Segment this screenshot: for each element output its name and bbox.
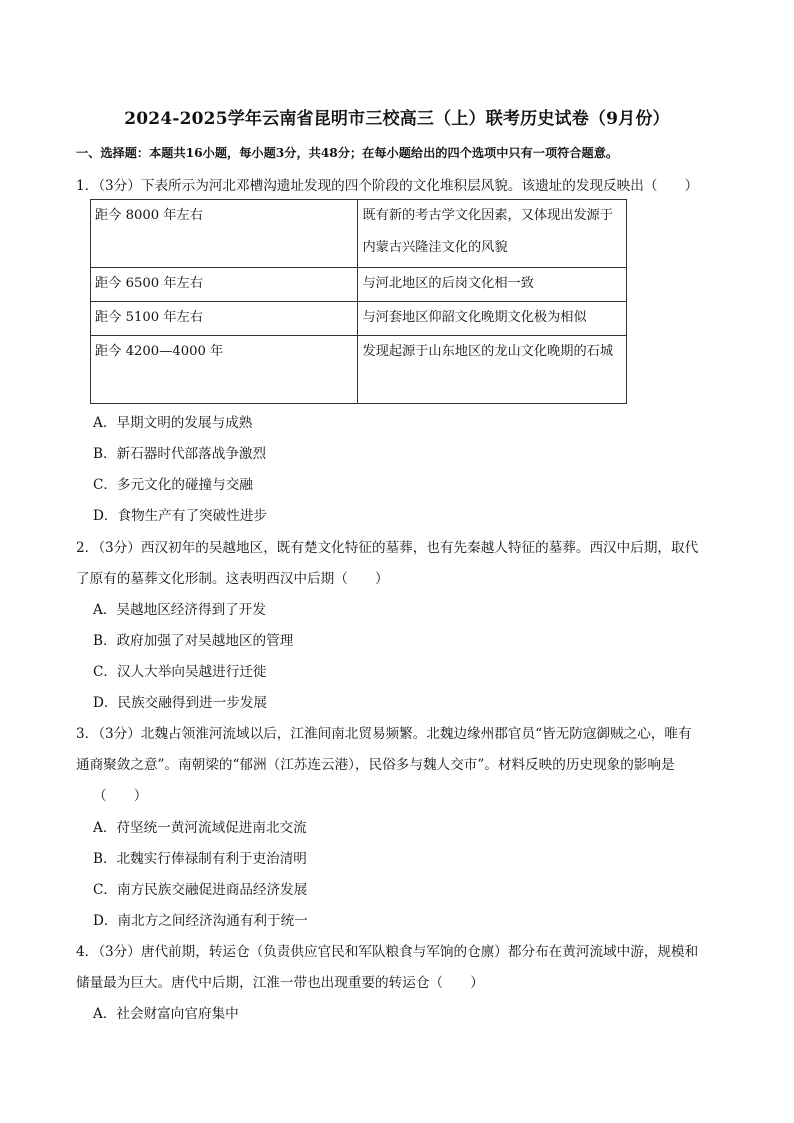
era-cell: 距今 4200—4000 年	[91, 336, 358, 404]
question-3-option-d: D．南北方之间经济沟通有利于统一	[93, 913, 308, 929]
question-2-option-d: D．民族交融得到进一步发展	[93, 695, 268, 711]
section-heading: 一、选择题：本题共16小题，每小题3分，共48分；在每小题给出的四个选项中只有一项符合题意。	[76, 146, 619, 160]
era-cell: 距今 8000 年左右	[91, 200, 358, 268]
feature-cell: 发现起源于山东地区的龙山文化晚期的石城	[358, 336, 627, 404]
question-2-option-b: B．政府加强了对吴越地区的管理	[93, 633, 294, 649]
question-3-option-b: B．北魏实行俸禄制有利于吏治清明	[93, 851, 307, 867]
question-4-stem-line-2: 储量最为巨大。唐代中后期，江淮一带也出现重要的转运仓（ ）	[76, 975, 484, 991]
era-cell: 距今 5100 年左右	[91, 302, 358, 336]
question-2-stem-line-1: 2．（3分）西汉初年的吴越地区，既有楚文化特征的墓葬，也有先秦越人特征的墓葬。西汉中后期，取代	[76, 540, 699, 556]
question-3-stem-line-2: 通商聚敛之意”。南朝梁的“郁洲（江苏连云港），民俗多与魏人交市”。材料反映的历史现象的影响是	[76, 757, 675, 773]
question-1-option-d: D．食物生产有了突破性进步	[93, 508, 268, 524]
feature-cell: 与河套地区仰韶文化晚期文化极为相似	[358, 302, 627, 336]
question-3-stem-line-1: 3．（3分）北魏占领淮河流域以后，江淮间南北贸易频繁。北魏边缘州郡官员“皆无防寇御贼之心，唯有	[76, 726, 692, 742]
question-4-option-a: A．社会财富向官府集中	[93, 1006, 239, 1022]
question-2-stem-line-2: 了原有的墓葬文化形制。这表明西汉中后期（ ）	[76, 571, 389, 587]
question-2-option-c: C．汉人大举向吴越进行迁徙	[93, 664, 267, 680]
table-row	[91, 200, 627, 268]
feature-cell: 与河北地区的后岗文化相一致	[358, 268, 627, 302]
question-1-option-b: B．新石器时代部落战争激烈	[93, 446, 267, 462]
question-1-stem: 1．（3分）下表所示为河北邓槽沟遗址发现的四个阶段的文化堆积层风貌。该遗址的发现反映出（ ）	[76, 178, 699, 194]
question-1-option-a: A．早期文明的发展与成熟	[93, 415, 253, 431]
question-3-option-a: A．苻坚统一黄河流域促进南北交流	[93, 820, 307, 836]
table-row	[91, 302, 627, 336]
question-4-stem-line-1: 4．（3分）唐代前期，转运仓（负责供应官民和军队粮食与军饷的仓廪）都分布在黄河流域中游，规模和	[76, 944, 699, 960]
era-cell: 距今 6500 年左右	[91, 268, 358, 302]
cultural-strata-table	[90, 199, 627, 404]
table-row	[91, 336, 627, 404]
question-1-option-c: C．多元文化的碰撞与交融	[93, 477, 253, 493]
page-title: 2024-2025学年云南省昆明市三校高三（上）联考历史试卷（9月份）	[124, 109, 670, 129]
table-row	[91, 268, 627, 302]
feature-cell: 既有新的考古学文化因素，又体现出发源于内蒙古兴隆洼文化的风貌	[358, 200, 627, 268]
question-2-option-a: A．吴越地区经济得到了开发	[93, 602, 266, 618]
question-3-option-c: C．南方民族交融促进商品经济发展	[93, 882, 308, 898]
question-3-stem-line-3: （ ）	[93, 788, 148, 804]
